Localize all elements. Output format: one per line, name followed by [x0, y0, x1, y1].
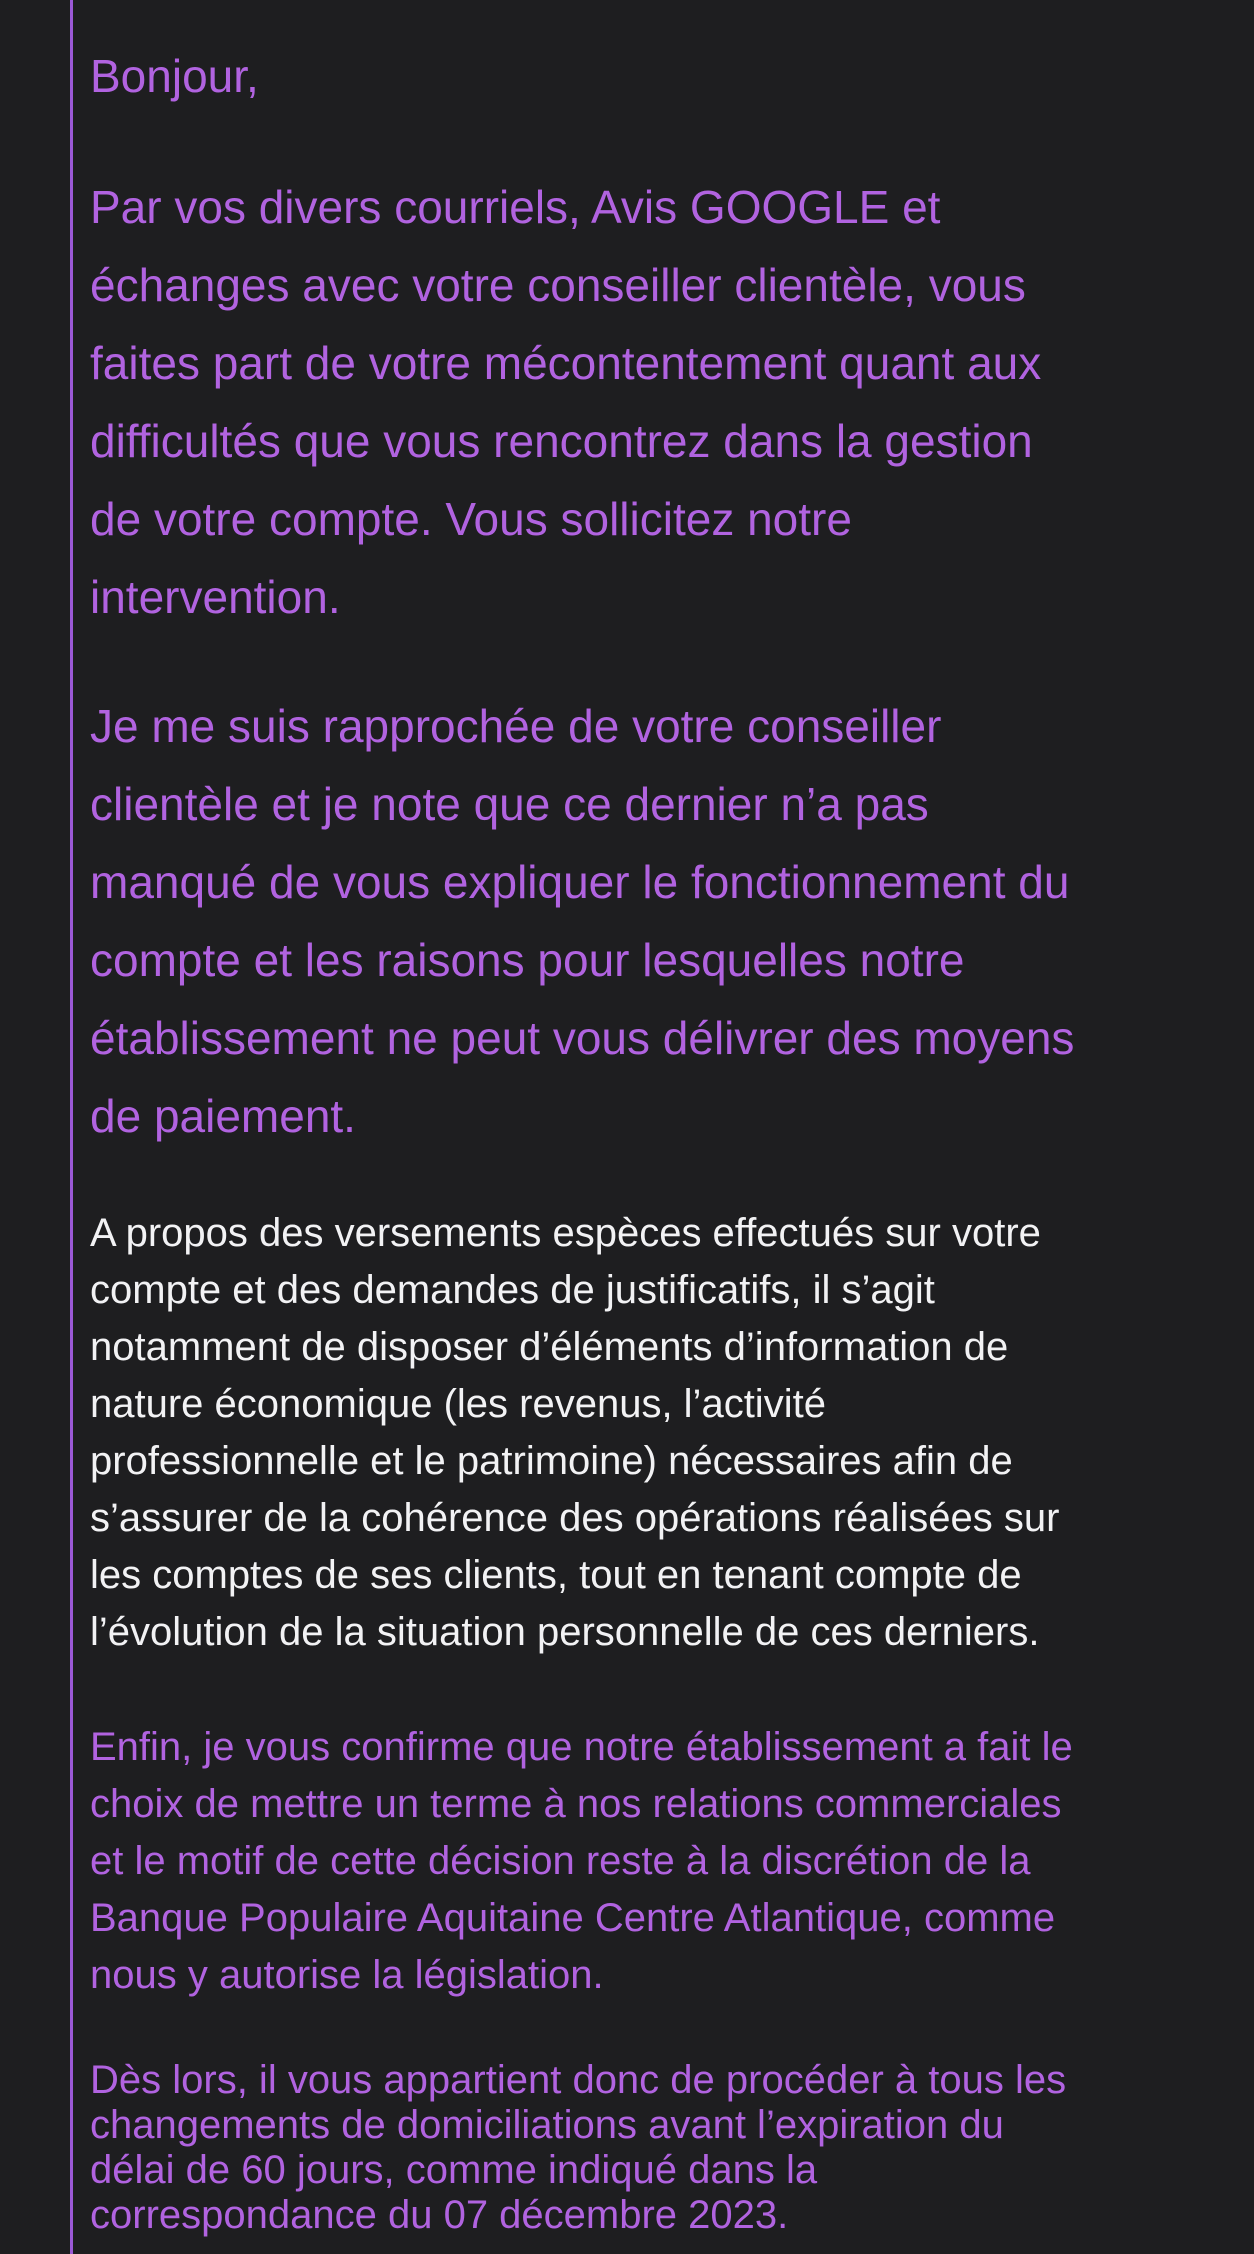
quote-bar — [70, 0, 73, 2254]
paragraph-termination: Enfin, je vous confirme que notre établissement a fait le choix de mettre un terme à nos relations commerciales et le motif de cette décision reste à la discrétion de la Banque Populaire Aquitaine Centre Atlantique, comme nous y autorise la législation. — [90, 1725, 1073, 1997]
paragraph-advisor: Je me suis rapprochée de votre conseiller clientèle et je note que ce dernier n’a pas manqué de vous expliquer le fonctionnement du compte et les raisons pour lesquelles notre établissement ne peut vous délivrer des moyens de paiement. — [90, 700, 1075, 1142]
greeting: Bonjour, — [90, 50, 259, 102]
paragraph-complaint: Par vos divers courriels, Avis GOOGLE et échanges avec votre conseiller clientèle, vous faites part de votre mécontentement quant aux difficultés que vous rencontrez dans la gestion de votre compte. Vous sollicitez notre intervention. — [90, 181, 1042, 623]
paragraph-cash-deposits: A propos des versements espèces effectués sur votre compte et des demandes de justificatifs, il s’agit notamment de disposer d’éléments d’information de nature économique (les revenus, l’activité professionnelle et le patrimoine) nécessaires afin de s’assurer de la cohérence des opérations réalisées sur les comptes de ses clients, tout en tenant compte de l’évolution de la situation personnelle de ces derniers. — [90, 1211, 1060, 1654]
paragraph-domiciliation: Dès lors, il vous appartient donc de procéder à tous les changements de domiciliations avant l’expiration du délai de 60 jours, comme indiqué dans la correspondance du 07 décembre 2023. — [90, 2058, 1067, 2237]
